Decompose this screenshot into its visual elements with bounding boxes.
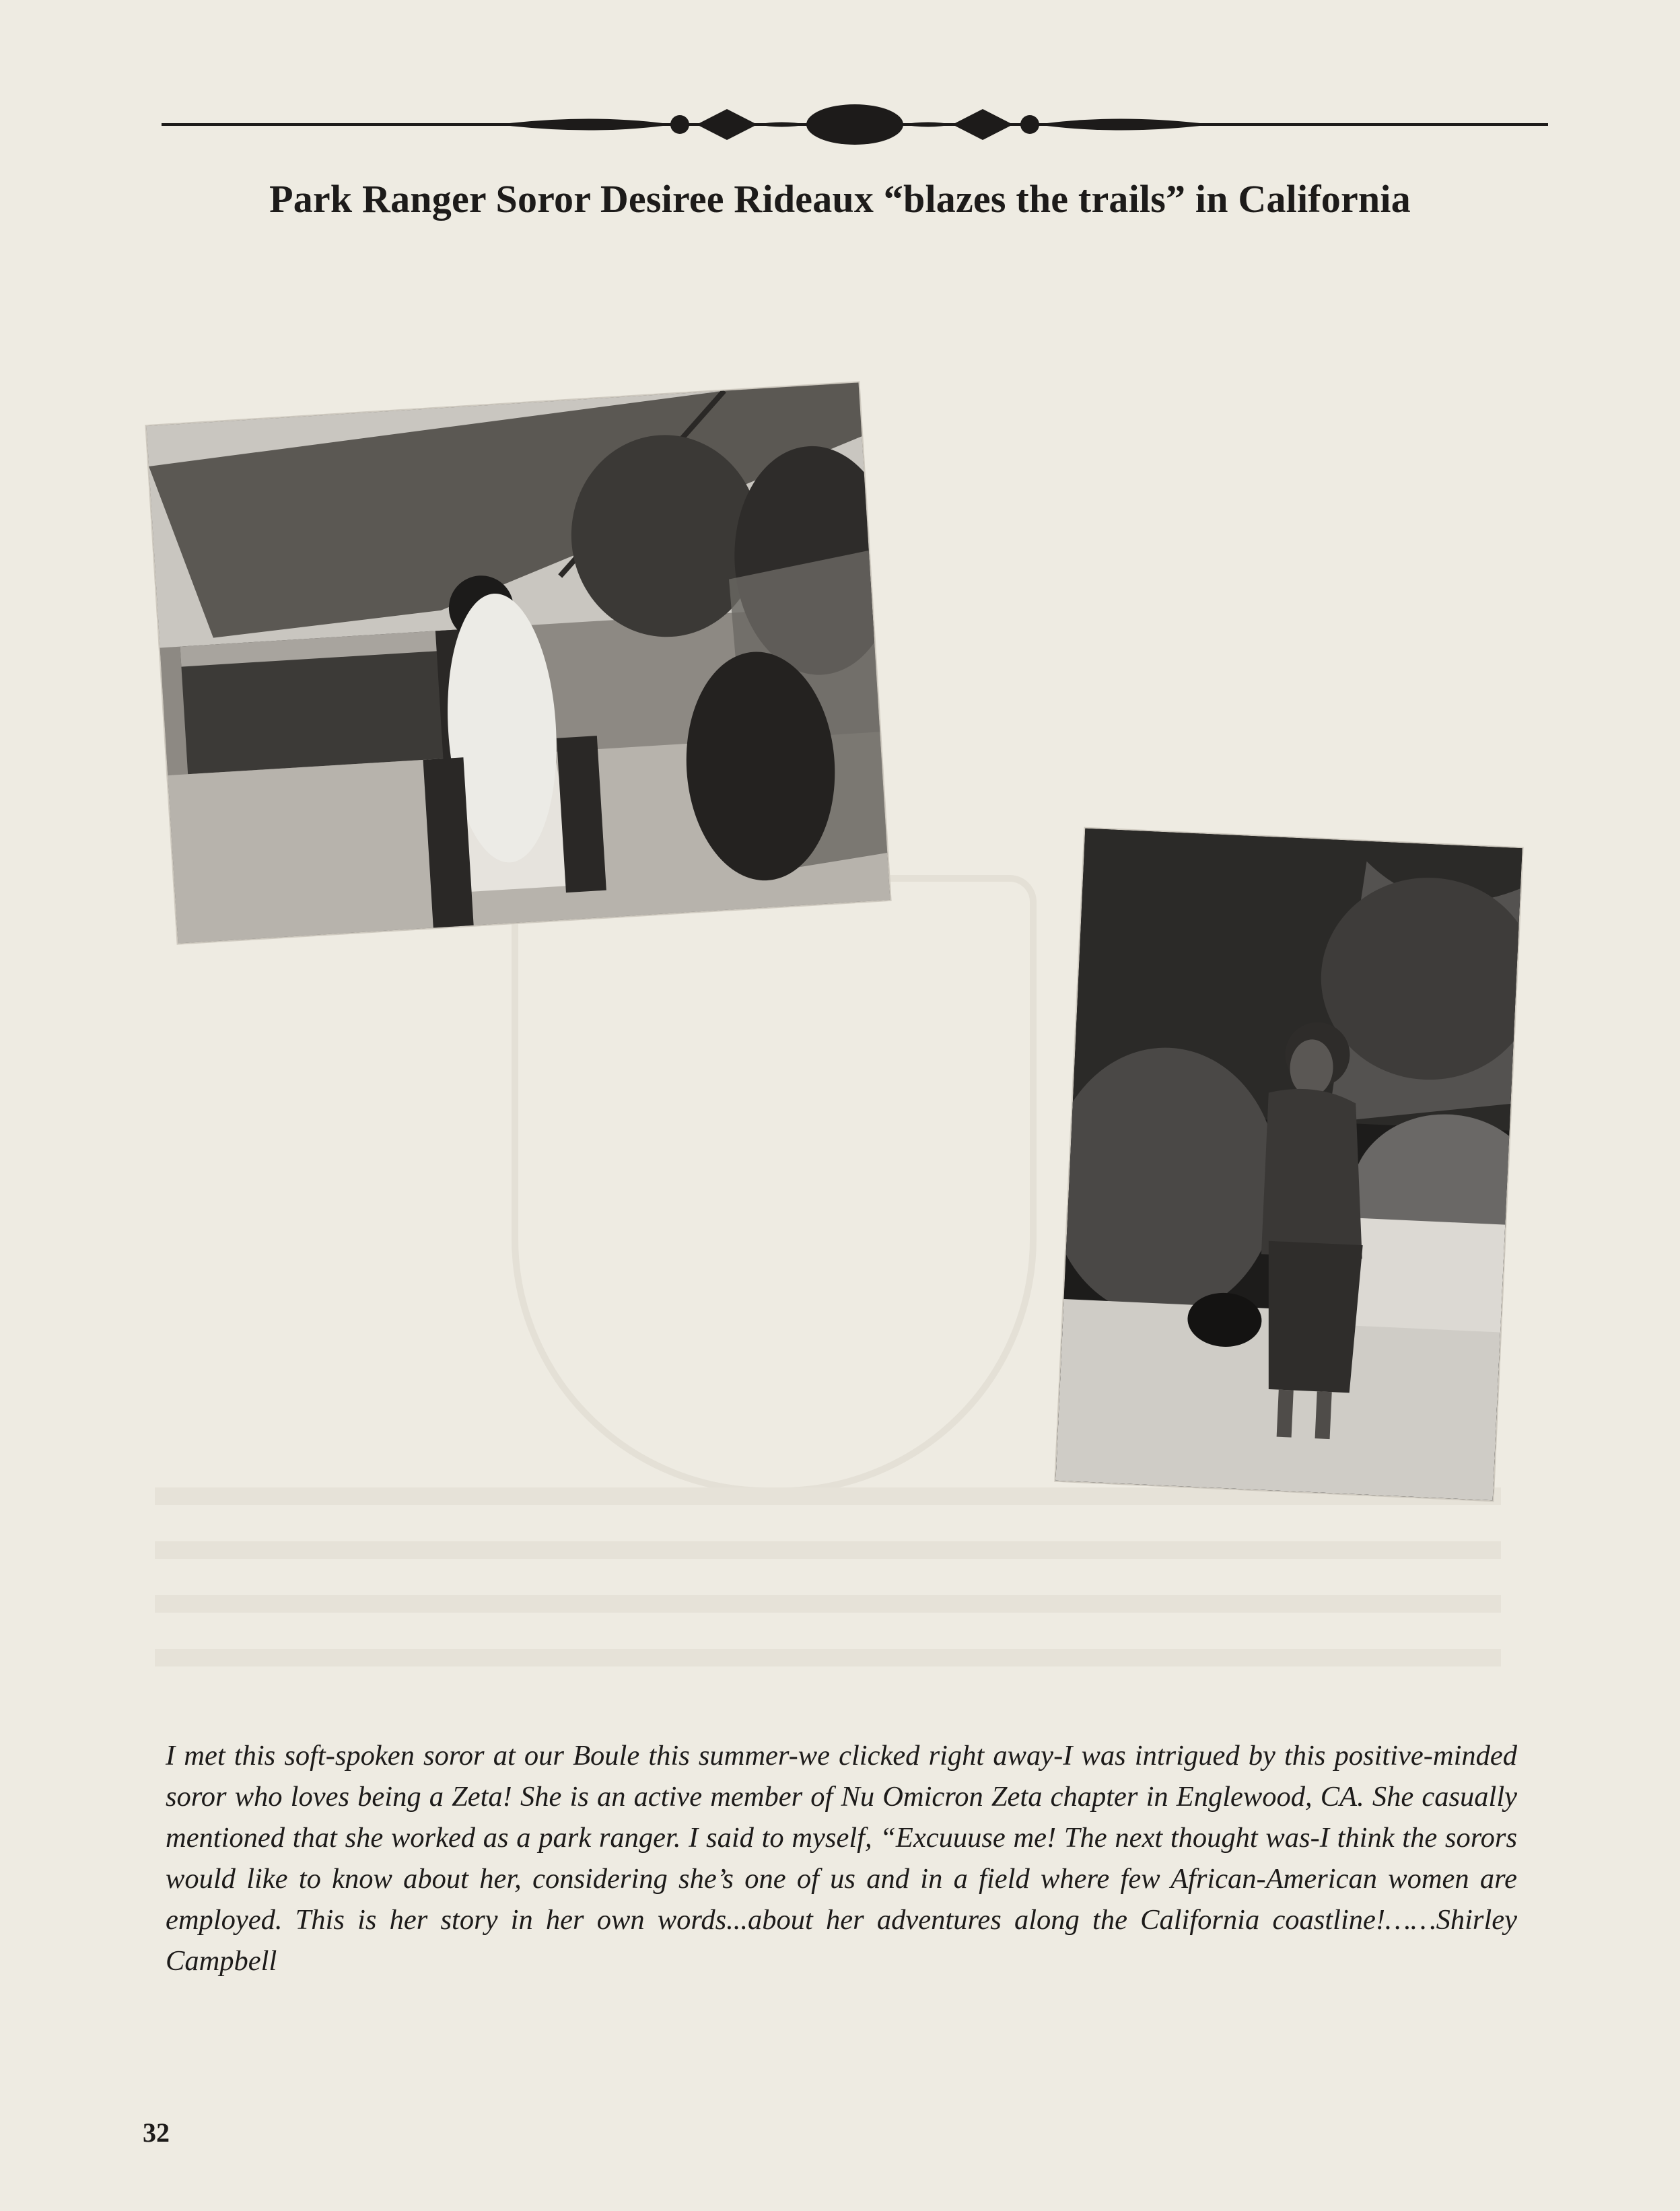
horseback-photo [146, 382, 890, 943]
bleed-through-line [155, 1541, 1501, 1559]
bleed-through-crest [512, 875, 1037, 1494]
article-title: Park Ranger Soror Desiree Rideaux “blazes the trails” in California [269, 177, 1411, 221]
bleed-through-line [155, 1649, 1501, 1666]
portrait-photo [1055, 829, 1522, 1500]
bleed-through-line [155, 1595, 1501, 1613]
article-intro-caption: I met this soft-spoken soror at our Boule this summer-we clicked right away-I was intrigued by this positive-minded soror who loves being a Zeta! She is an active member of Nu Omicron Zeta chapter in Englewood, CA. She casually mentioned that she worked as a park ranger. I said to myself, “Excuuuse me! The next thought was-I think the sorors would like to know about her, considering she’s one of us and in a field where few African-American women are employed. This is her story in her own words...about her adventures along the California coastline!……Shirley Campbell [166, 1740, 1517, 1977]
photo-icon [1055, 829, 1522, 1500]
ornamental-divider [162, 101, 1548, 148]
photo-icon [146, 382, 890, 943]
page-number: 32 [143, 2117, 170, 2148]
